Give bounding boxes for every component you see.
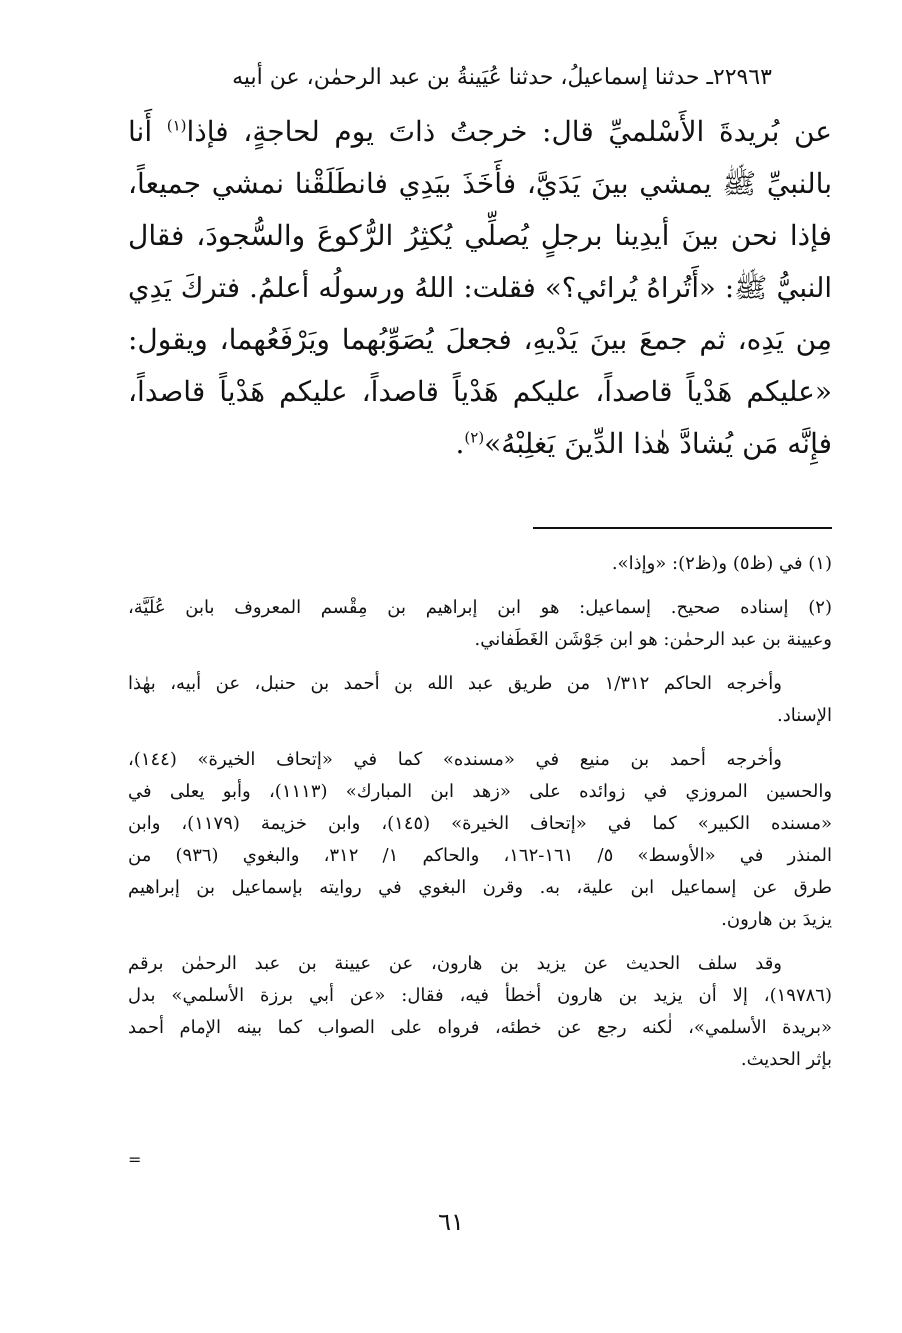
hadith-line-7	[128, 418, 832, 470]
hadith-line-1	[128, 106, 832, 158]
hadith-text	[128, 58, 832, 470]
footnote-1: (١) في (ظ٥) و(ظ٢): «وإذا».	[611, 553, 832, 574]
footnote-para-4-line-3: «بريدة الأسلمي»، لٰكنه رجع عن خطئه، فرواه على الصواب كما بينه الإمام أحمد	[128, 1017, 832, 1038]
hadith-line-7-text: فإِنَّه مَن يُشادَّ هٰذا الدِّينَ يَغلِبْهُ»	[484, 427, 832, 460]
footnote-para-4-line-1: وقد سلف الحديث عن يزيد بن هارون، عن عيينة بن عبد الرحمٰن برقم	[128, 953, 782, 974]
hadith-line-4: النبيُّ ﷺ: «أَتُراهُ يُرائي؟» فقلت: اللهُ ورسولُه أعلمُ. فتركَ يَدِي	[128, 272, 832, 304]
hadith-line-2: بالنبيِّ ﷺ يمشي بينَ يَدَيَّ، فأَخَذَ بيَدِي فانطَلَقْنا نمشي جميعاً،	[128, 167, 832, 200]
footnote-para-3-line-4: المنذر في «الأوسط» ٥/ ١٦١-١٦٢، والحاكم ١/ ٣١٢، والبغوي (٩٣٦) من	[128, 845, 832, 866]
hadith-line-3: فإذا نحن بينَ أيدِينا برجلٍ يُصلِّي يُكثِرُ الرُّكوعَ والسُّجودَ، فقال	[128, 219, 832, 252]
footnote-marker-2: (٢)	[464, 428, 485, 447]
footnote-para-3-line-2: والحسين المروزي في زوائده على «زهد ابن المبارك» (١١١٣)، وأبو يعلى في	[128, 781, 833, 802]
hadith-header: ٢٢٩٦٣ـ حدثنا إسماعيلُ، حدثنا عُيَينةُ بن عبد الرحمٰن، عن أبيه	[232, 65, 772, 90]
footnote-para-4-line-4: بإثر الحديث.	[740, 1049, 832, 1070]
hadith-line-7-end: .	[455, 427, 465, 460]
footnote-para-3-line-1: وأخرجه أحمد بن منيع في «مسنده» كما في «إتحاف الخيرة» (١٤٤)،	[128, 749, 782, 770]
footnotes	[128, 548, 832, 1076]
hadith-line-1-end: أَنا	[128, 115, 153, 148]
hadith-line-1-text: عن بُريدةَ الأَسْلميِّ قال: خرجتُ ذاتَ يوم لحاجةٍ، فإذا	[186, 115, 832, 148]
footnote-para-4-line-2: (١٩٧٨٦)، إلا أن يزيد بن هارون أخطأ فيه، فقال: «عن أبي برزة الأسلمي» بدل	[128, 985, 832, 1006]
footnote-divider	[533, 527, 832, 529]
footnote-para-3-line-5: طرق عن إسماعيل ابن علية، به. وقرن البغوي في روايته بإسماعيل بن إبراهيم	[128, 877, 832, 898]
footnote-para-2-line-1: وأخرجه الحاكم ١/٣١٢ من طريق عبد الله بن أحمد بن حنبل، عن أبيه، بهٰذا	[128, 673, 782, 694]
continuation-mark: =	[128, 1150, 142, 1169]
footnote-para-2-line-2: الإسناد.	[776, 705, 832, 726]
footnote-2-line-1: (٢) إسناده صحيح. إسماعيل: هو ابن إبراهيم بن مِقْسم المعروف بابن عُلَيَّة،	[128, 597, 832, 618]
footnote-para-3-line-3: «مسنده الكبير» كما في «إتحاف الخيرة» (١٤٥)، وابن خزيمة (١١٧٩)، وابن	[128, 813, 832, 834]
hadith-line-6: «عليكم هَدْياً قاصداً، عليكم هَدْياً قاصداً، عليكم هَدْياً قاصداً،	[128, 375, 832, 408]
footnote-marker-1: (١)	[166, 116, 187, 135]
hadith-line-5: مِن يَدِه، ثم جمعَ بينَ يَدْيهِ، فجعلَ يُصَوِّبُهما ويَرْفَعُهما، ويقول:	[128, 323, 832, 356]
footnote-para-3-line-6: يزيدَ بن هارون.	[721, 909, 832, 930]
footnote-2-line-2: وعيينة بن عبد الرحمٰن: هو ابن جَوْشَن الغَطَفاني.	[474, 629, 832, 650]
page-number: ٦١	[438, 1208, 464, 1236]
